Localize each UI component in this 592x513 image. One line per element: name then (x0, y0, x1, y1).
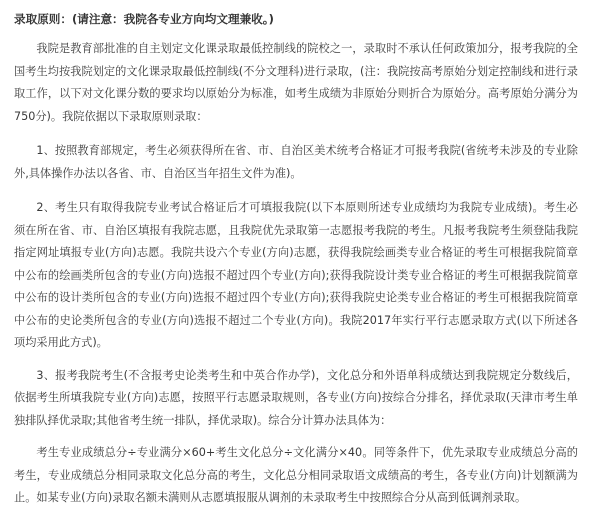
section-heading: 录取原则：(请注意：我院各专业方向均文理兼收。) (14, 12, 274, 26)
rule-1-paragraph: 1、按照教育部规定，考生必须获得所在省、市、自治区美术统考合格证才可报考我院(省统考未涉及的专业除外,具体操作办法以各省、市、自治区当年招生文件为准)。 (14, 144, 578, 180)
intro-paragraph: 我院是教育部批准的自主划定文化课录取最低控制线的院校之一，录取时不承认任何政策加分，报考我院的全国考生均按我院划定的文化课录取最低控制线(不分文理科)进行录取，(注：我院按高考原始分划定控制线和进行录取工作，以下对文化课分数的要求均以原始分为标准，如考生成绩为非原始分则折合为原始分。高考原始分满分为750分)。我院依据以下录取原则录取： (14, 42, 578, 123)
rule-2-paragraph: 2、考生只有取得我院专业考试合格证后才可填报我院(以下本原则所述专业成绩均为我院专业成绩)。考生必须在所在省、市、自治区填报有我院志愿，且我院优先录取第一志愿报考我院的考生。凡报考我院考生须登陆我院指定网址填报专业(方向)志愿。我院共设六个专业(方向)志愿，获得我院绘画类专业合格证的考生可根据我院简章中公布的绘画类所包含的专业(方向)选报不超过四个专业(方向);获得我院设计类专业合格证的考生可根据我院简章中公布的设计类所包含的专业(方向)选报不超过四个专业(方向);获得我院史论类专业合格证的考生可根据我院简章中公布的史论类所包含的专业(方向)选报不超过二个专业(方向)。我院2017年实行平行志愿录取方式(以下所述各项均采用此方式)。 (14, 201, 578, 349)
rule-3-paragraph: 3、报考我院考生(不含报考史论类考生和中英合作办学)，文化总分和外语单科成绩达到我院规定分数线后，依据考生所填我院专业(方向)志愿，按照平行志愿录取规则，各专业(方向)按综合分排名，择优录取(天津市考生单独排队择优录取;其他省考生统一排队，择优录取)。综合分计算办法具体为： (14, 368, 578, 427)
formula-paragraph: 考生专业成绩总分÷专业满分×60+考生文化总分÷文化满分×40。同等条件下，优先录取专业成绩总分高的考生，专业成绩总分相同录取文化总分高的考生，文化总分相同录取语文成绩高的考生，各专业(方向)计划额满为止。如某专业(方向)录取名额未满则从志愿填报服从调剂的未录取考生中按照综合分从高到低调剂录取。 (14, 446, 578, 504)
